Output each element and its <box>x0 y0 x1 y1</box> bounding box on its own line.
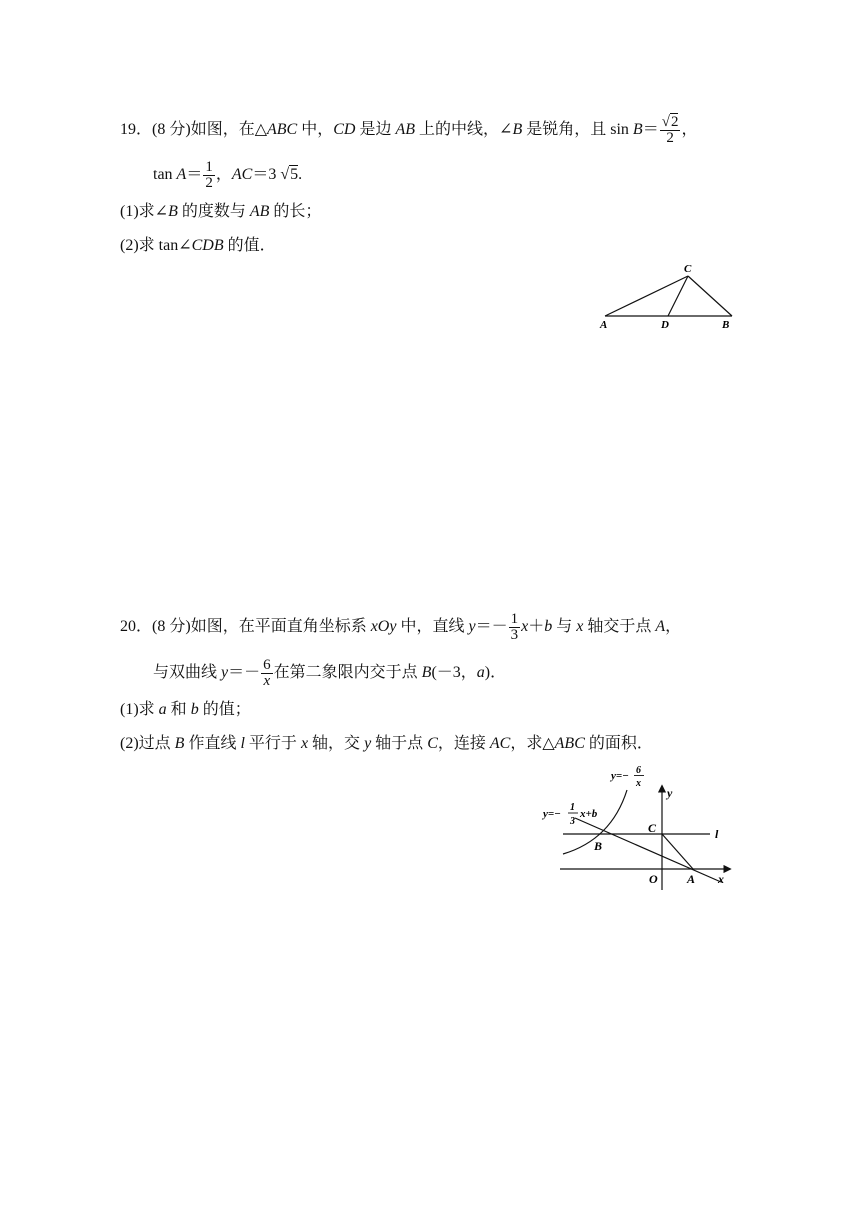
q20-part1: (1)求 a 和 b 的值； <box>120 701 251 718</box>
q20-stem-line2: 与双曲线 y＝－ $\frac{6}{x}$ 在第二象限内交于点 B(－3，a)． <box>153 657 507 689</box>
label-A: A <box>600 319 608 331</box>
label-l: l <box>715 827 719 841</box>
hyperbola-label-num: 6 <box>636 765 641 776</box>
hyperbola-label-den: x <box>636 778 641 789</box>
line-label-num: 1 <box>570 802 575 813</box>
label-D: D <box>661 319 669 331</box>
sqrt5: √5 <box>280 166 299 184</box>
sinB-fraction: $\frac{√2}{2}$ <box>661 114 679 146</box>
line-label: y=− <box>543 808 561 820</box>
hyperbola-fraction: $\frac{6}{x}$ <box>263 657 271 689</box>
label-B: B <box>594 839 603 853</box>
q20-part2: (2)过点 B 作直线 l 平行于 x 轴，交 y 轴于点 C，连接 AC，求△ABC 的面积． <box>120 735 653 752</box>
line-label-den: 3 <box>570 816 575 827</box>
label-O: O <box>649 872 658 886</box>
q20-stem-line1: 20．(8 分)如图，在平面直角坐标系 xOy 中，直线 y＝－ $\frac{1}{3}$ x＋b 与 x 轴交于点 A， <box>120 611 682 643</box>
line-label-tail: x+b <box>580 808 598 820</box>
label-x-axis: x <box>718 872 724 886</box>
line-slope-fraction: $\frac{1}{3}$ <box>510 611 519 643</box>
label-B: B <box>722 319 730 331</box>
q19-part1: (1)求∠B 的度数与 AB 的长； <box>120 203 322 220</box>
q19-stem-line1: 19．(8 分)如图，在△ABC 中，CD 是边 AB 上的中线，∠B 是锐角，且 sin B＝ $\frac{√2}{2}$ ， <box>120 114 698 146</box>
q19-part2: (2)求 tan∠CDB 的值． <box>120 237 276 254</box>
tanA-fraction: $\frac{1}{2}$ <box>205 159 213 191</box>
hyperbola-label: y=− <box>611 770 629 782</box>
label-A: A <box>687 872 696 886</box>
q20-coordinate-figure <box>535 758 745 898</box>
label-y-axis: y <box>667 786 673 800</box>
q19-stem-line2: tan A＝ $\frac{1}{2}$ ，AC＝3 √5. <box>153 159 303 191</box>
segment-AC <box>662 834 693 869</box>
label-C: C <box>648 821 657 835</box>
q19-triangle-figure <box>595 262 755 337</box>
label-C: C <box>684 263 692 275</box>
